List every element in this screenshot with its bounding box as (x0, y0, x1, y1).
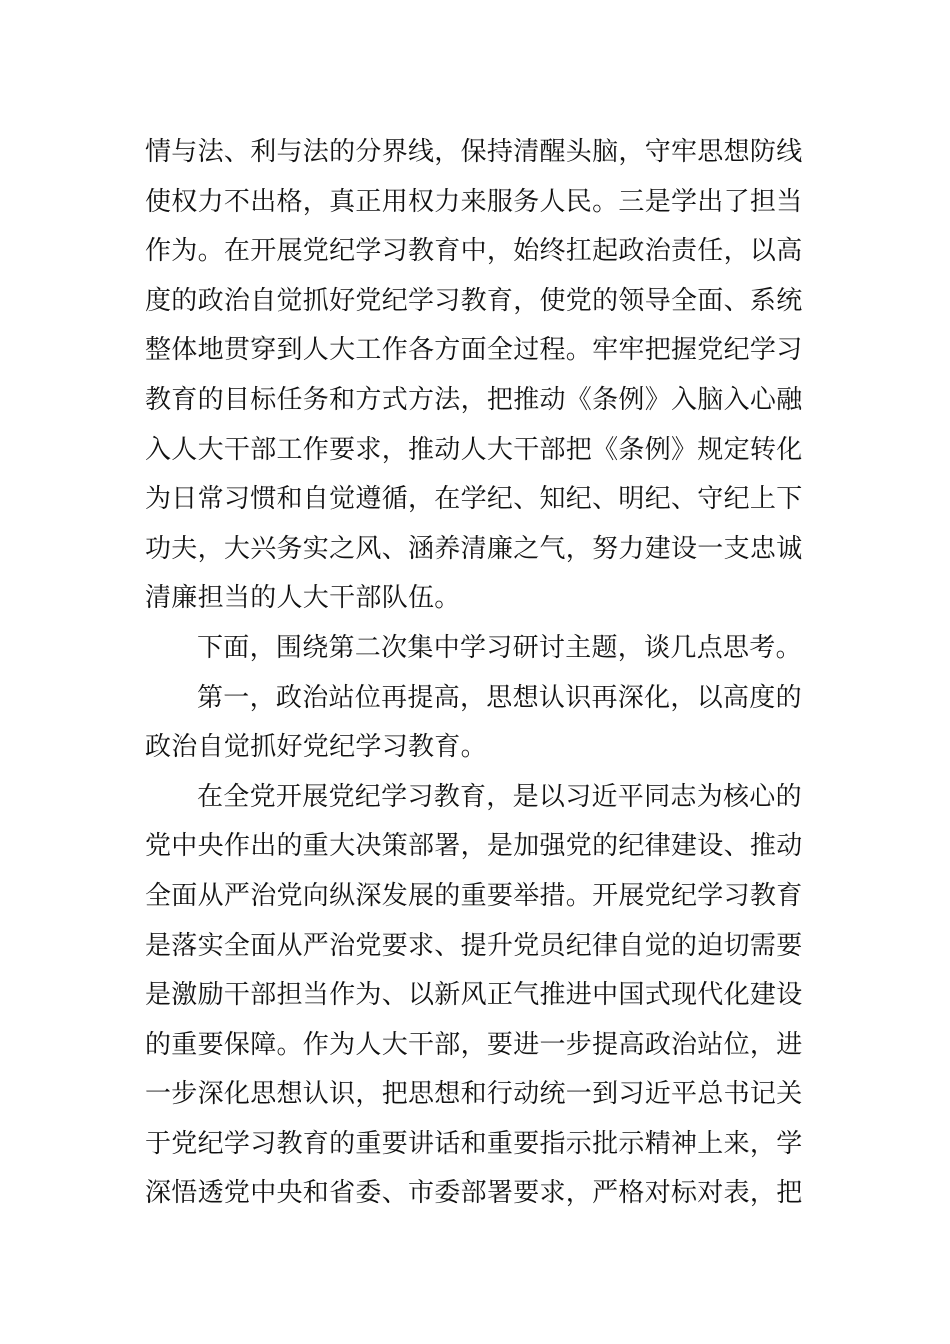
section-heading-line: 第一，政治站位再提高，思想认识再深化，以高度的 (197, 682, 802, 713)
text-line: 入人大干部工作要求，推动人大干部把《条例》规定转化 (145, 434, 803, 465)
text-line: 全面从严治党向纵深发展的重要举措。开展党纪学习教育 (145, 880, 803, 911)
text-line: 作为。在开展党纪学习教育中，始终扛起政治责任，以高 (145, 236, 803, 267)
text-line: 使权力不出格，真正用权力来服务人民。三是学出了担当 (145, 186, 803, 217)
text-line: 一步深化思想认识，把思想和行动统一到习近平总书记关 (145, 1079, 803, 1110)
text-line: 教育的目标任务和方式方法，把推动《条例》入脑入心融 (145, 384, 803, 415)
text-line: 于党纪学习教育的重要讲话和重要指示批示精神上来，学 (145, 1128, 803, 1159)
text-line: 的重要保障。作为人大干部，要进一步提高政治站位，进 (145, 1029, 803, 1060)
section-heading-line: 政治自觉抓好党纪学习教育。 (145, 732, 487, 763)
paragraph-start-line: 在全党开展党纪学习教育，是以习近平同志为核心的 (197, 781, 802, 812)
text-line: 为日常习惯和自觉遵循，在学纪、知纪、明纪、守纪上下 (145, 484, 803, 515)
text-line: 清廉担当的人大干部队伍。 (145, 583, 461, 614)
text-line: 度的政治自觉抓好党纪学习教育，使党的领导全面、系统 (145, 285, 803, 316)
text-line: 是激励干部担当作为、以新风正气推进中国式现代化建设 (145, 980, 803, 1011)
text-line: 情与法、利与法的分界线，保持清醒头脑，守牢思想防线 (145, 137, 803, 167)
text-line: 功夫，大兴务实之风、涵养清廉之气，努力建设一支忠诚 (145, 533, 803, 564)
text-line: 整体地贯穿到人大工作各方面全过程。牢牢把握党纪学习 (145, 335, 803, 366)
text-line: 是落实全面从严治党要求、提升党员纪律自觉的迫切需要 (145, 930, 803, 961)
body-text (145, 128, 810, 1219)
text-line: 党中央作出的重大决策部署，是加强党的纪律建设、推动 (145, 831, 803, 862)
paragraph-start-line: 下面，围绕第二次集中学习研讨主题，谈几点思考。 (197, 632, 802, 663)
text-line: 深悟透党中央和省委、市委部署要求，严格对标对表，把 (145, 1178, 803, 1209)
